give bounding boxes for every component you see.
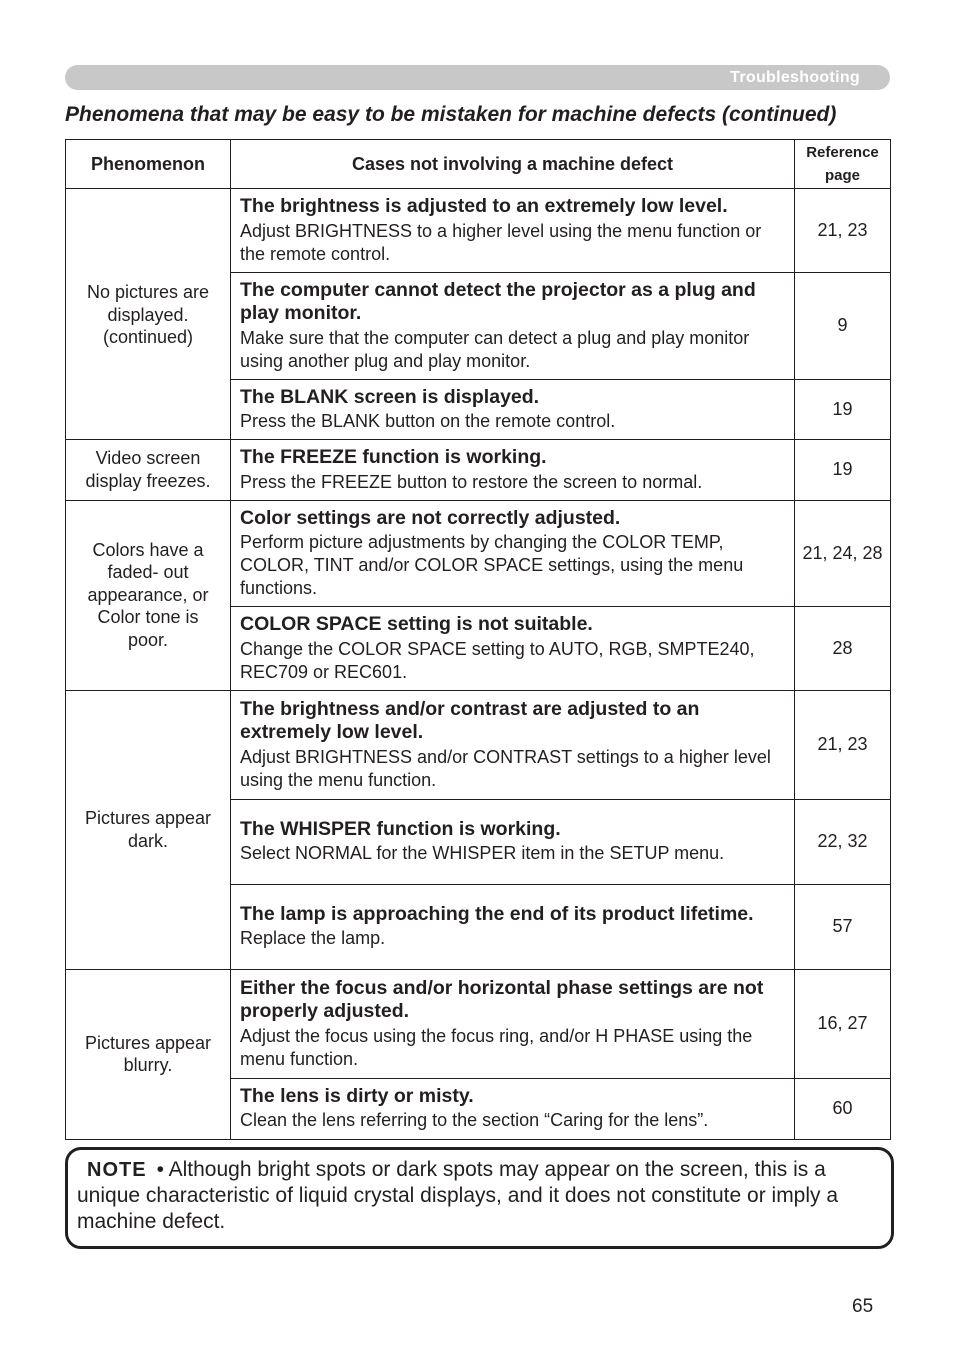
- case-cell: [231, 440, 795, 501]
- case-title: The FREEZE function is working.: [240, 446, 547, 468]
- case-cell: [231, 884, 795, 969]
- note-box: [65, 1147, 894, 1249]
- phenomenon-cell: Pictures appear dark.: [66, 690, 231, 969]
- table-row: [66, 189, 891, 273]
- case-description: Change the COLOR SPACE setting to AUTO, RGB, SMPTE240, REC709 or REC601.: [240, 638, 755, 682]
- reference-page: 19: [795, 379, 891, 440]
- table-row: [66, 690, 891, 799]
- column-header-phenomenon: Phenomenon: [66, 140, 231, 189]
- phenomenon-cell: Pictures appear blurry.: [66, 969, 231, 1139]
- section-label: Troubleshooting: [730, 69, 860, 86]
- page-number: 65: [852, 1296, 874, 1317]
- table-row: [66, 969, 891, 1078]
- note-text: • Although bright spots or dark spots may appear on the screen, this is a unique characteristic of liquid crystal displays, and it does not constitute or imply a machine defect.: [77, 1158, 839, 1233]
- reference-page: 22, 32: [795, 799, 891, 884]
- reference-page: 21, 23: [795, 690, 891, 799]
- case-cell: [231, 272, 795, 379]
- case-description: Replace the lamp.: [240, 928, 386, 949]
- case-cell: [231, 607, 795, 691]
- column-header-cases: Cases not involving a machine defect: [231, 140, 795, 189]
- troubleshooting-table: [65, 139, 891, 1140]
- note-label: NOTE: [77, 1157, 153, 1183]
- case-cell: [231, 690, 795, 799]
- case-description: Press the FREEZE button to restore the screen to normal.: [240, 471, 703, 492]
- reference-page: 57: [795, 884, 891, 969]
- reference-page: 21, 23: [795, 189, 891, 273]
- reference-page: 16, 27: [795, 969, 891, 1078]
- case-description: Select NORMAL for the WHISPER item in the SETUP menu.: [240, 843, 725, 864]
- table-header-row: [66, 140, 891, 189]
- case-title: The computer cannot detect the projector as a plug and play monitor.: [240, 278, 756, 324]
- reference-header-line1: Reference: [806, 144, 879, 161]
- reference-page: 9: [795, 272, 891, 379]
- reference-page: 60: [795, 1078, 891, 1139]
- table-row: [66, 440, 891, 501]
- case-description: Make sure that the computer can detect a plug and play monitor using another plug and play monitor.: [240, 327, 750, 371]
- case-cell: [231, 379, 795, 440]
- reference-page: 28: [795, 607, 891, 691]
- case-title: The brightness is adjusted to an extremely low level.: [240, 195, 728, 217]
- case-title: Either the focus and/or horizontal phase settings are not properly adjusted.: [240, 976, 764, 1022]
- case-title: The lamp is approaching the end of its product lifetime.: [240, 902, 754, 925]
- case-title: The brightness and/or contrast are adjusted to an extremely low level.: [240, 697, 700, 743]
- case-title: Color settings are not correctly adjusted.: [240, 506, 621, 529]
- case-cell: [231, 969, 795, 1078]
- case-description: Adjust BRIGHTNESS to a higher level using the menu function or the remote control.: [240, 220, 762, 264]
- case-description: Press the BLANK button on the remote control.: [240, 411, 616, 431]
- case-description: Adjust BRIGHTNESS and/or CONTRAST settings to a higher level using the menu function.: [240, 746, 771, 790]
- case-cell: [231, 1078, 795, 1139]
- case-title: The WHISPER function is working.: [240, 817, 561, 840]
- section-header-bar: [65, 65, 890, 90]
- reference-page: 21, 24, 28: [795, 500, 891, 607]
- case-title: The BLANK screen is displayed.: [240, 385, 540, 408]
- case-cell: [231, 189, 795, 273]
- page-title: Phenomena that may be easy to be mistaken for machine defects (continued): [65, 103, 837, 126]
- case-description: Clean the lens referring to the section “Caring for the lens”.: [240, 1110, 709, 1131]
- phenomenon-cell: No pictures are displayed. (continued): [66, 189, 231, 440]
- table-row: [66, 500, 891, 607]
- reference-header-line2: page: [824, 167, 860, 184]
- case-cell: [231, 500, 795, 607]
- case-description: Adjust the focus using the focus ring, and/or H PHASE using the menu function.: [240, 1025, 753, 1069]
- case-description: Perform picture adjustments by changing the COLOR TEMP, COLOR, TINT and/or COLOR SPACE settings, using the menu functions.: [240, 532, 744, 598]
- case-title: The lens is dirty or misty.: [240, 1084, 474, 1107]
- phenomenon-cell: Video screen display freezes.: [66, 440, 231, 501]
- column-header-reference: [795, 140, 891, 189]
- reference-page: 19: [795, 440, 891, 501]
- case-title: COLOR SPACE setting is not suitable.: [240, 613, 593, 635]
- phenomenon-cell: Colors have a faded- out appearance, or Color tone is poor.: [66, 500, 231, 690]
- case-cell: [231, 799, 795, 884]
